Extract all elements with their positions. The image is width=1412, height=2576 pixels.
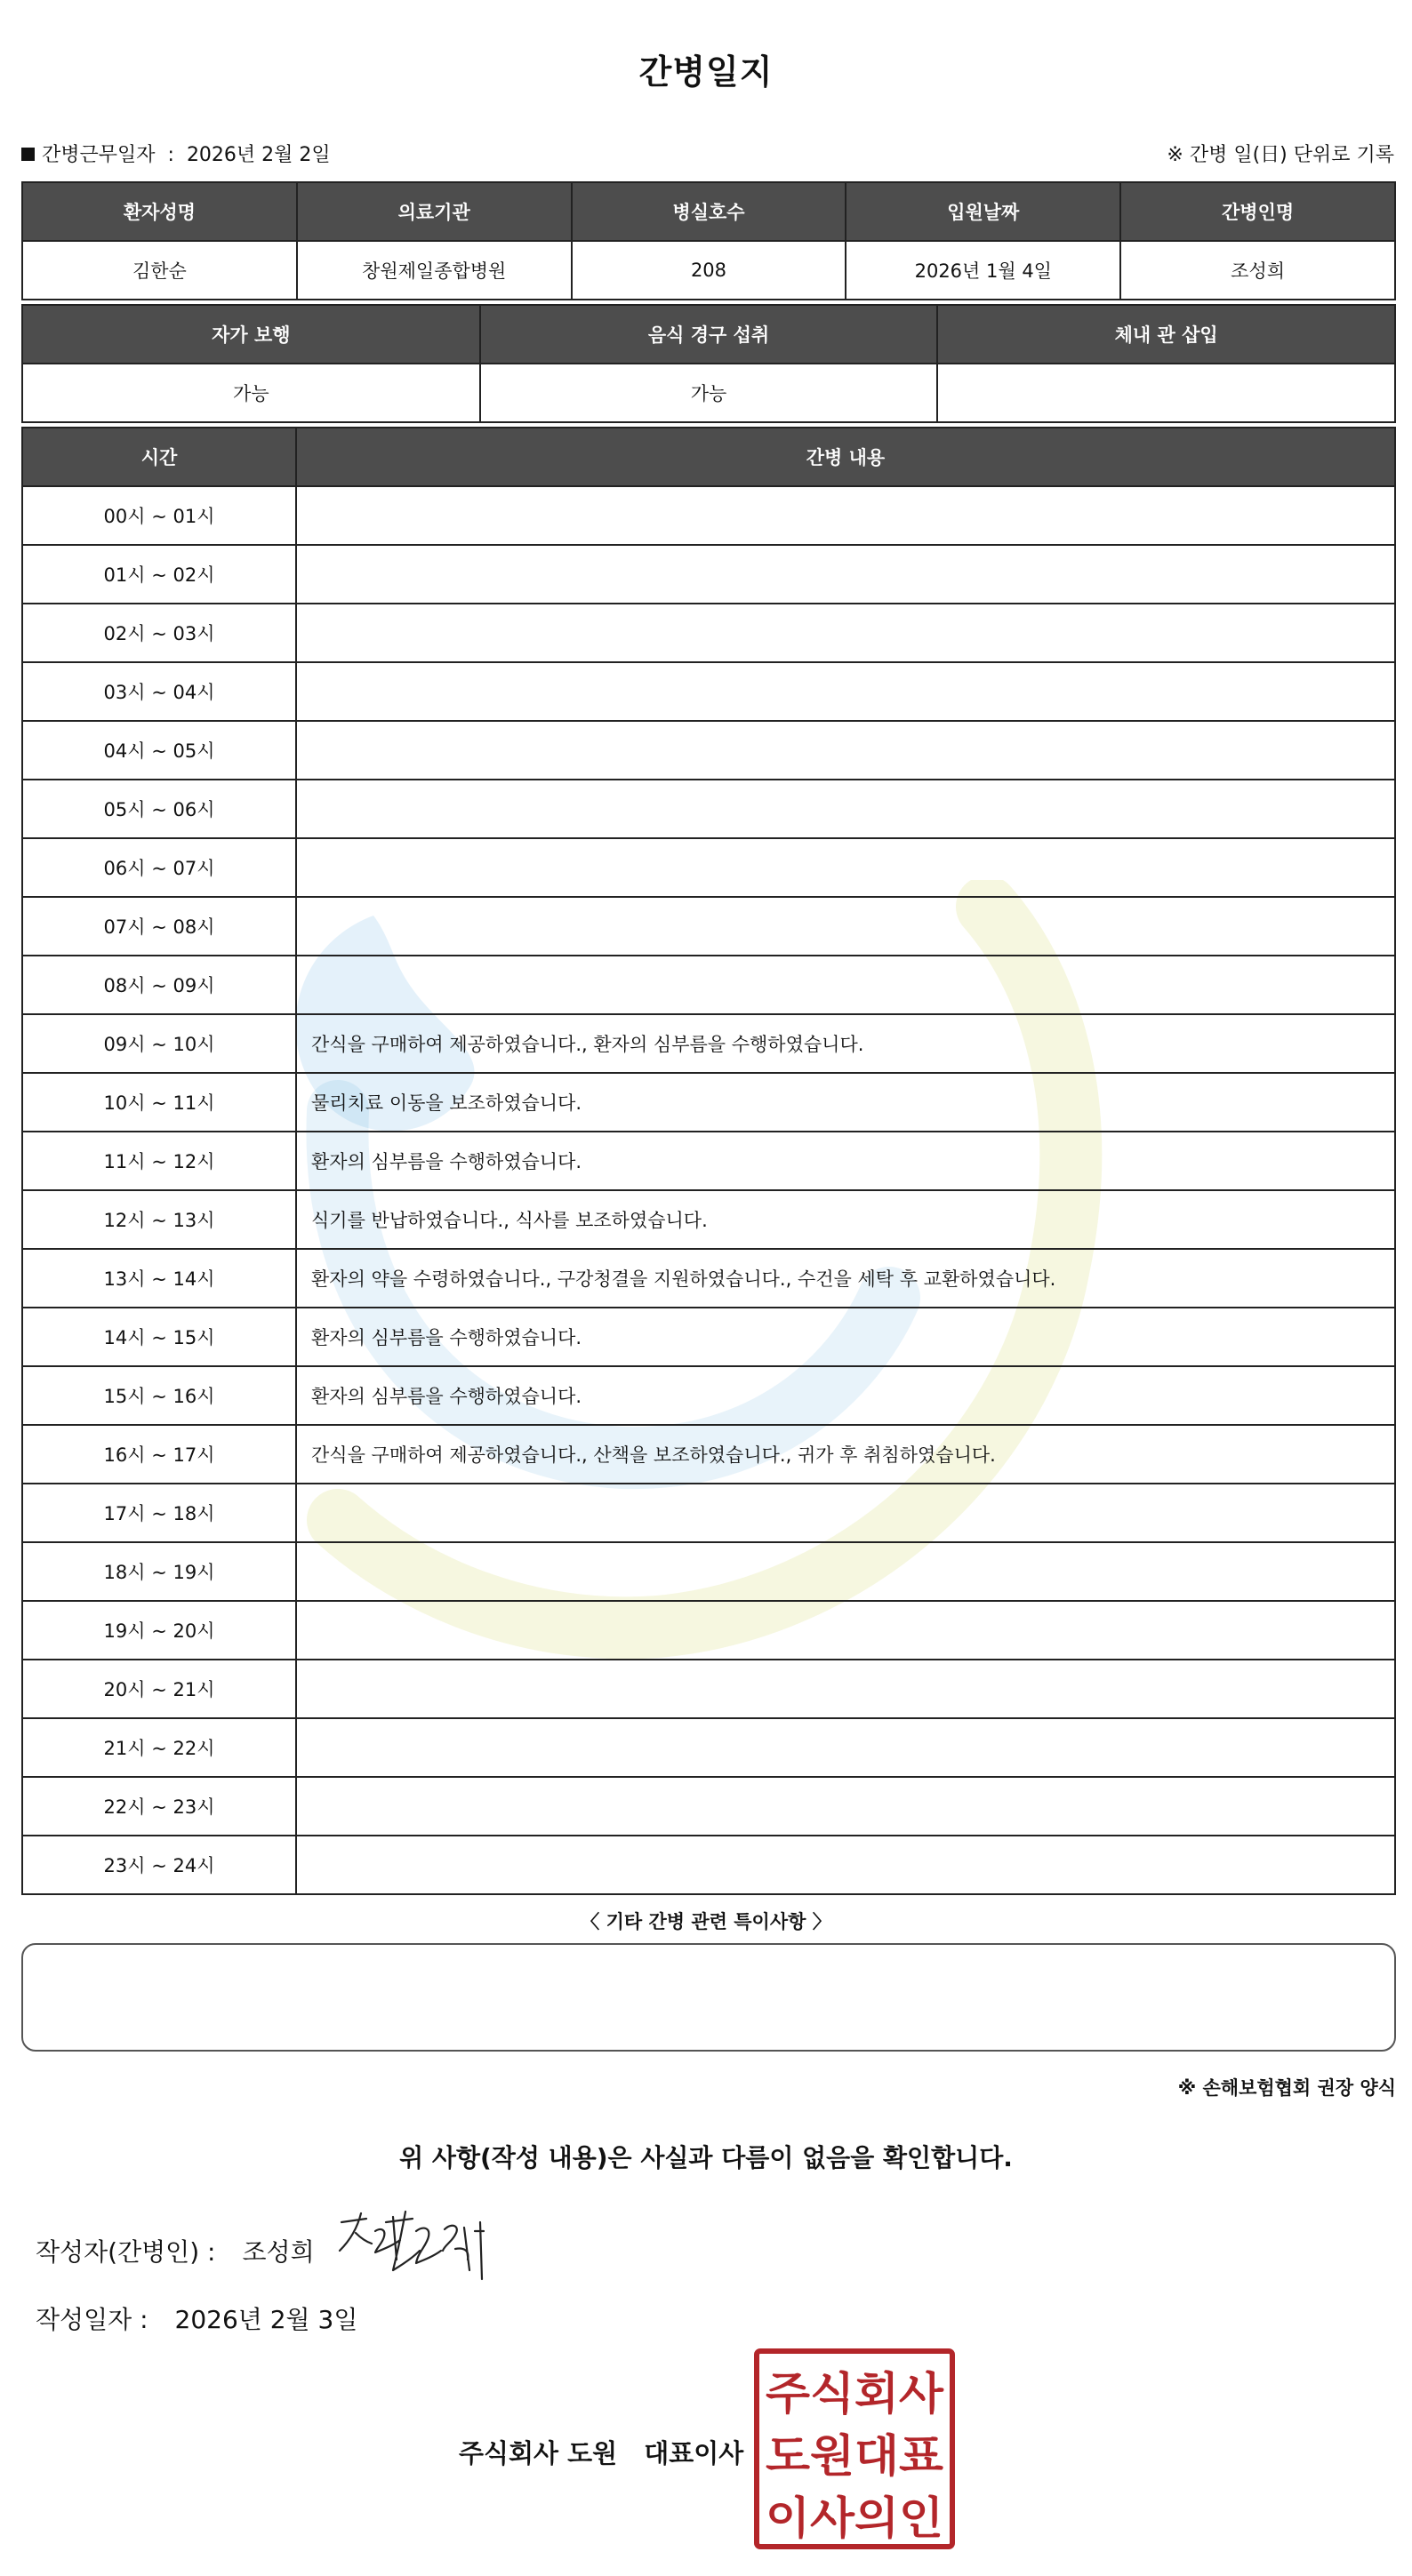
log-content-cell bbox=[296, 897, 1395, 956]
log-content-cell bbox=[296, 780, 1395, 838]
log-content-cell: 환자의 심부름을 수행하였습니다. bbox=[296, 1308, 1395, 1366]
log-time-cell: 19시 ~ 20시 bbox=[22, 1601, 296, 1660]
work-date-separator: : bbox=[167, 144, 174, 166]
log-content-cell bbox=[296, 1836, 1395, 1894]
work-date-value: 2026년 2월 2일 bbox=[186, 144, 331, 166]
write-date-label: 작성일자 : bbox=[36, 2305, 148, 2334]
table-row bbox=[22, 1132, 1395, 1190]
table-row bbox=[22, 1425, 1395, 1484]
header-patient-name: 환자성명 bbox=[22, 182, 297, 241]
log-time-cell: 01시 ~ 02시 bbox=[22, 545, 296, 604]
work-date-row bbox=[21, 140, 331, 167]
log-content-cell bbox=[296, 1484, 1395, 1542]
log-content-cell bbox=[296, 662, 1395, 721]
table-row bbox=[22, 956, 1395, 1014]
log-time-cell: 21시 ~ 22시 bbox=[22, 1718, 296, 1777]
table-row bbox=[22, 1660, 1395, 1718]
company-seal-icon bbox=[754, 2348, 955, 2549]
log-content-cell bbox=[296, 721, 1395, 780]
svg-text:주식회사: 주식회사 bbox=[766, 2368, 944, 2420]
log-content-cell bbox=[296, 956, 1395, 1014]
header-admission-date: 입원날짜 bbox=[846, 182, 1120, 241]
confirmation-statement: 위 사항(작성 내용)은 사실과 다름이 없음을 확인합니다. bbox=[399, 2143, 1013, 2172]
header-oral-intake: 음식 경구 섭취 bbox=[480, 305, 938, 364]
log-time-cell: 15시 ~ 16시 bbox=[22, 1366, 296, 1425]
write-date-value: 2026년 2월 3일 bbox=[174, 2305, 358, 2334]
table-row bbox=[22, 1249, 1395, 1308]
log-time-cell: 18시 ~ 19시 bbox=[22, 1542, 296, 1601]
table-row bbox=[22, 897, 1395, 956]
log-time-cell: 16시 ~ 17시 bbox=[22, 1425, 296, 1484]
log-content-cell bbox=[296, 1660, 1395, 1718]
header-room-number: 병실호수 bbox=[572, 182, 846, 241]
log-content-cell bbox=[296, 1777, 1395, 1836]
oral-intake-value: 가능 bbox=[480, 364, 938, 422]
company-name: 주식회사 도원 bbox=[459, 2438, 618, 2468]
log-time-cell: 04시 ~ 05시 bbox=[22, 721, 296, 780]
write-date-row bbox=[36, 2300, 357, 2336]
special-notes-title: 〈 기타 간병 관련 특이사항 〉 bbox=[581, 1911, 831, 1932]
table-row bbox=[22, 545, 1395, 604]
record-unit-note: ※ 간병 일(日) 단위로 기록 bbox=[1167, 144, 1394, 166]
admission-date-value: 2026년 1월 4일 bbox=[846, 241, 1120, 300]
self-walking-value: 가능 bbox=[22, 364, 480, 422]
table-row bbox=[22, 662, 1395, 721]
table-row bbox=[22, 1073, 1395, 1132]
table-row bbox=[22, 1484, 1395, 1542]
log-time-cell: 11시 ~ 12시 bbox=[22, 1132, 296, 1190]
log-time-cell: 06시 ~ 07시 bbox=[22, 838, 296, 897]
header-tube-insertion: 체내 관 삽입 bbox=[937, 305, 1395, 364]
log-time-cell: 05시 ~ 06시 bbox=[22, 780, 296, 838]
table-row bbox=[22, 486, 1395, 545]
writer-name: 조성희 bbox=[242, 2237, 315, 2267]
table-row bbox=[22, 780, 1395, 838]
table-row bbox=[22, 1014, 1395, 1073]
institution-value: 창원제일종합병원 bbox=[297, 241, 572, 300]
log-time-cell: 14시 ~ 15시 bbox=[22, 1308, 296, 1366]
log-content-cell: 물리치료 이동을 보조하였습니다. bbox=[296, 1073, 1395, 1132]
writer-label: 작성자(간병인) : bbox=[36, 2237, 216, 2267]
log-content-cell bbox=[296, 838, 1395, 897]
log-time-cell: 23시 ~ 24시 bbox=[22, 1836, 296, 1894]
log-content-cell bbox=[296, 1718, 1395, 1777]
log-time-cell: 02시 ~ 03시 bbox=[22, 604, 296, 662]
log-time-cell: 09시 ~ 10시 bbox=[22, 1014, 296, 1073]
table-row bbox=[22, 1308, 1395, 1366]
svg-text:도원대표: 도원대표 bbox=[766, 2430, 944, 2482]
table-row bbox=[22, 1601, 1395, 1660]
care-log-rows bbox=[22, 486, 1395, 1894]
log-time-cell: 12시 ~ 13시 bbox=[22, 1190, 296, 1249]
table-row bbox=[22, 1366, 1395, 1425]
special-notes-box bbox=[21, 1943, 1396, 2052]
tube-insertion-value bbox=[937, 364, 1395, 422]
table-row bbox=[22, 1190, 1395, 1249]
log-content-cell bbox=[296, 486, 1395, 545]
log-time-cell: 07시 ~ 08시 bbox=[22, 897, 296, 956]
writer-row bbox=[36, 2233, 315, 2268]
table-row bbox=[22, 1718, 1395, 1777]
header-care-content: 간병 내용 bbox=[296, 428, 1395, 486]
log-time-cell: 10시 ~ 11시 bbox=[22, 1073, 296, 1132]
table-row bbox=[22, 1542, 1395, 1601]
log-content-cell bbox=[296, 1601, 1395, 1660]
log-content-cell: 환자의 심부름을 수행하였습니다. bbox=[296, 1132, 1395, 1190]
patient-name-value: 김한순 bbox=[22, 241, 297, 300]
header-self-walking: 자가 보행 bbox=[22, 305, 480, 364]
patient-status-table bbox=[21, 304, 1396, 423]
table-row bbox=[22, 721, 1395, 780]
log-time-cell: 03시 ~ 04시 bbox=[22, 662, 296, 721]
patient-info-table bbox=[21, 181, 1396, 300]
table-row bbox=[22, 604, 1395, 662]
handwritten-signature-icon bbox=[331, 2196, 500, 2293]
recommended-form-note: ※ 손해보험협회 권장 양식 bbox=[1177, 2077, 1396, 2099]
log-content-cell bbox=[296, 545, 1395, 604]
header-caregiver-name: 간병인명 bbox=[1120, 182, 1395, 241]
log-time-cell: 22시 ~ 23시 bbox=[22, 1777, 296, 1836]
log-content-cell: 간식을 구매하여 제공하였습니다., 산책을 보조하였습니다., 귀가 후 취침하였습니다. bbox=[296, 1425, 1395, 1484]
table-row bbox=[22, 838, 1395, 897]
log-content-cell: 간식을 구매하여 제공하였습니다., 환자의 심부름을 수행하였습니다. bbox=[296, 1014, 1395, 1073]
care-log-table bbox=[21, 427, 1396, 1895]
log-time-cell: 08시 ~ 09시 bbox=[22, 956, 296, 1014]
representative-title: 대표이사 bbox=[644, 2438, 744, 2468]
log-time-cell: 13시 ~ 14시 bbox=[22, 1249, 296, 1308]
log-time-cell: 17시 ~ 18시 bbox=[22, 1484, 296, 1542]
log-content-cell: 식기를 반납하였습니다., 식사를 보조하였습니다. bbox=[296, 1190, 1395, 1249]
log-time-cell: 20시 ~ 21시 bbox=[22, 1660, 296, 1718]
svg-text:이사의인: 이사의인 bbox=[766, 2492, 943, 2544]
log-content-cell: 환자의 약을 수령하였습니다., 구강청결을 지원하였습니다., 수건을 세탁 후 교환하였습니다. bbox=[296, 1249, 1395, 1308]
log-content-cell bbox=[296, 604, 1395, 662]
log-time-cell: 00시 ~ 01시 bbox=[22, 486, 296, 545]
table-row bbox=[22, 1836, 1395, 1894]
document-title: 간병일지 bbox=[638, 52, 774, 92]
square-bullet-icon bbox=[21, 148, 35, 161]
header-institution: 의료기관 bbox=[297, 182, 572, 241]
log-content-cell bbox=[296, 1542, 1395, 1601]
header-time: 시간 bbox=[22, 428, 296, 486]
work-date-label: 간병근무일자 bbox=[42, 144, 156, 166]
table-row bbox=[22, 1777, 1395, 1836]
room-number-value: 208 bbox=[572, 241, 846, 300]
log-content-cell: 환자의 심부름을 수행하였습니다. bbox=[296, 1366, 1395, 1425]
caregiver-name-value: 조성희 bbox=[1120, 241, 1395, 300]
company-representative bbox=[459, 2434, 743, 2470]
